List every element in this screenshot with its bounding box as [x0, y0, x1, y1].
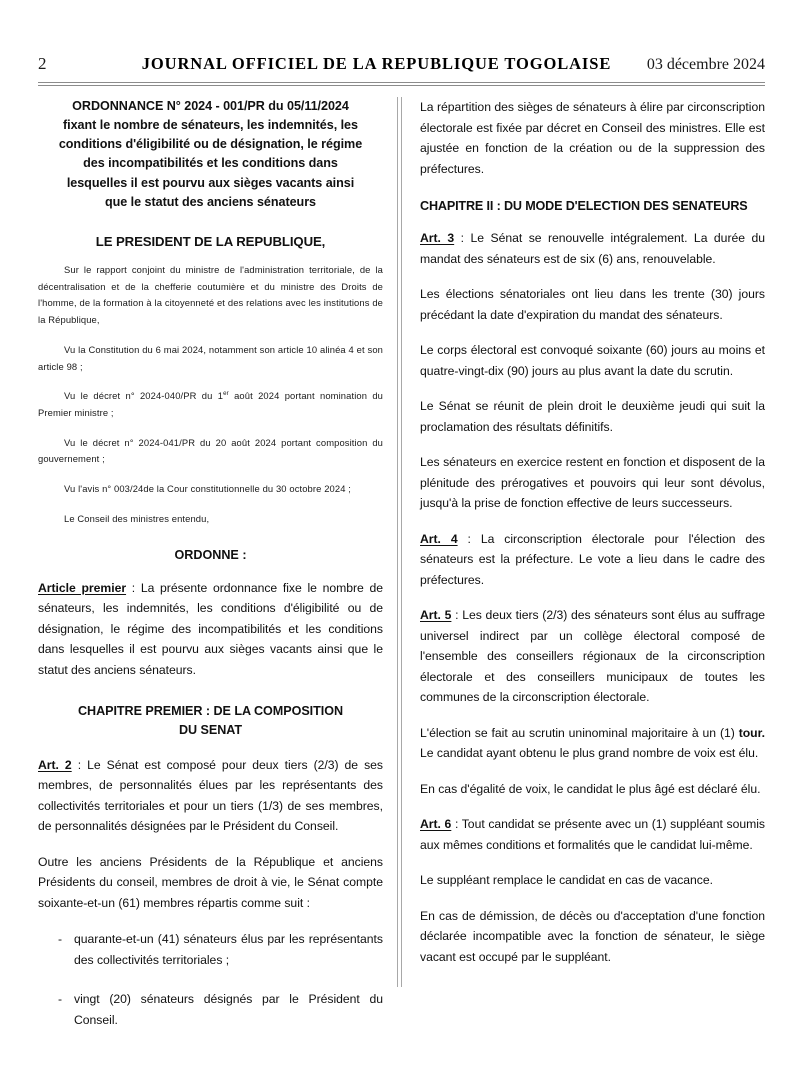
ordinance-title — [38, 97, 383, 212]
paragraph-senat-reunit: Le Sénat se réunit de plein droit le deuxième jeudi qui suit la proclamation des résultats définitifs. — [420, 399, 765, 434]
ordinance-title-line-2: fixant le nombre de sénateurs, les indemnités, les — [63, 118, 358, 133]
header-divider-rule — [38, 82, 765, 86]
article-premier-text: : La présente ordonnance fixe le nombre de sénateurs, les indemnités, les conditions d'éligibilité ou de désignation, le régime des incompatibilités et les conditions dans lesquelles il est pourvu aux sièges vacants ainsi que le statut des anciens sénateurs. — [38, 580, 383, 677]
article-2-paragraph — [38, 755, 383, 837]
ordinance-title-line-3: conditions d'éligibilité ou de désignation, le régime — [58, 137, 363, 152]
page-number: 2 — [38, 54, 47, 73]
chapter-one-heading-line-1: CHAPITRE PREMIER : DE LA COMPOSITION — [77, 704, 343, 719]
ordonne-heading: ORDONNE : — [174, 547, 247, 562]
preamble-decret-040-post: août 2024 portant nomination du Premier ministre ; — [38, 390, 383, 418]
article-6-text: : Tout candidat se présente avec un (1) suppléant soumis aux mêmes conditions et formalités que le candidat lui-même. — [420, 817, 765, 852]
bullet-dash: - — [58, 992, 63, 1007]
two-column-body — [38, 97, 765, 1027]
header-rule-lower — [38, 85, 765, 86]
column-divider-line-right — [401, 97, 402, 987]
list-item — [38, 929, 383, 970]
preamble-decret-040-ordinal: er — [223, 390, 229, 398]
ordinance-title-line-1: ORDONNANCE N° 2024 - 001/PR du 05/11/2024 — [72, 99, 349, 113]
paragraph-senateurs-exercice: Les sénateurs en exercice restent en fonction et disposent de la plénitude des prérogatives et pouvoirs qui leur sont dévolus, jusqu'à la prise de fonction effective de leurs successeurs. — [420, 455, 765, 510]
paragraph-scrutin-emphasis: tour. — [738, 725, 765, 740]
preamble-decret-040 — [38, 388, 383, 421]
article-3-text: : Le Sénat se renouvelle intégralement. La durée du mandat des sénateurs est de six (6) ans, renouvelable. — [420, 231, 765, 266]
article-6-label: Art. 6 — [420, 817, 452, 831]
paragraph-scrutin-post: Le candidat ayant obtenu le plus grand nombre de voix est élu. — [420, 746, 759, 760]
list-item-text: quarante-et-un (41) sénateurs élus par les représentants des collectivités territoriales ; — [74, 932, 383, 967]
paragraph-repartition-sieges: La répartition des sièges de sénateurs à élire par circonscription électorale est fixée par décret en Conseil des ministres. Elle est ajustée en fonction de la création ou de la suppression des préfectures. — [420, 100, 765, 176]
page-header — [38, 54, 765, 80]
chapter-two-heading: CHAPITRE II : DU MODE D'ELECTION DES SENATEURS — [420, 199, 748, 213]
masthead-title: JOURNAL OFFICIEL DE LA REPUBLIQUE TOGOLAISE — [141, 54, 612, 73]
article-5-label: Art. 5 — [420, 608, 452, 622]
paragraph-elections-senatoriales: Les élections sénatoriales ont lieu dans les trente (30) jours précédant la date d'expiration du mandat des sénateurs. — [420, 287, 765, 322]
chapter-one-heading — [38, 702, 383, 740]
article-3-label: Art. 3 — [420, 231, 455, 245]
ordinance-title-line-5: lesquelles il est pourvu aux sièges vacants ainsi — [66, 175, 355, 190]
paragraph-outre-presidents: Outre les anciens Présidents de la République et anciens Présidents du conseil, membres de droit à vie, le Sénat compte soixante-et-un (61) membres répartis comme suit : — [38, 854, 383, 910]
column-divider-line-left — [397, 97, 398, 987]
chapter-one-heading-line-2: DU SENAT — [178, 723, 243, 738]
publication-date: 03 décembre 2024 — [646, 56, 765, 73]
column-divider — [383, 97, 420, 987]
header-rule-upper — [38, 82, 765, 83]
article-6-paragraph — [420, 814, 765, 855]
bullet-dash: - — [58, 932, 63, 947]
article-3-paragraph — [420, 228, 765, 269]
article-4-paragraph — [420, 529, 765, 591]
preamble-conseil: Le Conseil des ministres entendu, — [64, 512, 210, 524]
article-2-text: : Le Sénat est composé pour deux tiers (2/3) de ses membres, de personnalités élues par les représentants des collectivités territoriales et pour un tiers (1/3) de ses membres, de personnalités désignées par le Président du Conseil. — [38, 757, 383, 834]
preamble-decret-040-pre: Vu le décret n° 2024-040/PR du 1 — [64, 390, 224, 402]
paragraph-scrutin-pre: L'élection se fait au scrutin uninominal majoritaire à un (1) — [420, 725, 739, 740]
paragraph-scrutin-uninominal — [420, 723, 765, 764]
paragraph-corps-electoral: Le corps électoral est convoqué soixante (60) jours au moins et quatre-vingt-dix (90) jours au plus avant la date du scrutin. — [420, 343, 765, 378]
paragraph-demission-deces: En cas de démission, de décès ou d'acceptation d'une fonction déclarée incompatible avec la fonction de sénateur, le siège vacant est occupé par le suppléant. — [420, 908, 765, 964]
article-5-paragraph — [420, 605, 765, 708]
list-item — [38, 989, 383, 1030]
left-column — [38, 97, 383, 1027]
preamble-constitution: Vu la Constitution du 6 mai 2024, notamment son article 10 alinéa 4 et son article 98 ; — [38, 343, 383, 372]
article-premier-paragraph — [38, 578, 383, 681]
article-4-text: : La circonscription électorale pour l'élection des sénateurs est la préfecture. Le vote a lieu dans le cadre des préfectures. — [420, 531, 765, 587]
right-column — [420, 97, 765, 987]
list-item-text: vingt (20) sénateurs désignés par le Président du Conseil. — [74, 992, 383, 1027]
article-2-label: Art. 2 — [38, 757, 72, 772]
article-premier-label: Article premier — [38, 580, 127, 595]
article-5-text: : Les deux tiers (2/3) des sénateurs sont élus au suffrage universel indirect par un collège électoral composé de l'ensemble des conseillers régionaux de la circonscription électorale et des conseillers municipaux de toutes les communes de la circonscription électorale. — [420, 608, 765, 704]
preamble-decret-041: Vu le décret n° 2024-041/PR du 20 août 2024 portant composition du gouvernement ; — [38, 436, 383, 465]
president-heading: LE PRESIDENT DE LA REPUBLIQUE, — [95, 233, 326, 249]
preamble-rapport: Sur le rapport conjoint du ministre de l'administration territoriale, de la décentralisation et de la chefferie coutumière et du ministre des Droits de l'homme, de la formation à la citoyenneté et des relations avec les institutions de la République, — [38, 263, 383, 326]
senator-composition-list — [38, 929, 383, 1030]
paragraph-egalite-voix: En cas d'égalité de voix, le candidat le plus âgé est déclaré élu. — [420, 781, 761, 796]
preamble-avis: Vu l'avis n° 003/24de la Cour constitutionnelle du 30 octobre 2024 ; — [64, 483, 351, 495]
ordinance-title-line-4: des incompatibilités et les conditions dans — [83, 156, 338, 171]
article-4-label: Art. 4 — [420, 531, 458, 546]
ordinance-title-line-6: que le statut des anciens sénateurs — [104, 194, 317, 209]
paragraph-suppleant-remplace: Le suppléant remplace le candidat en cas de vacance. — [420, 873, 714, 887]
